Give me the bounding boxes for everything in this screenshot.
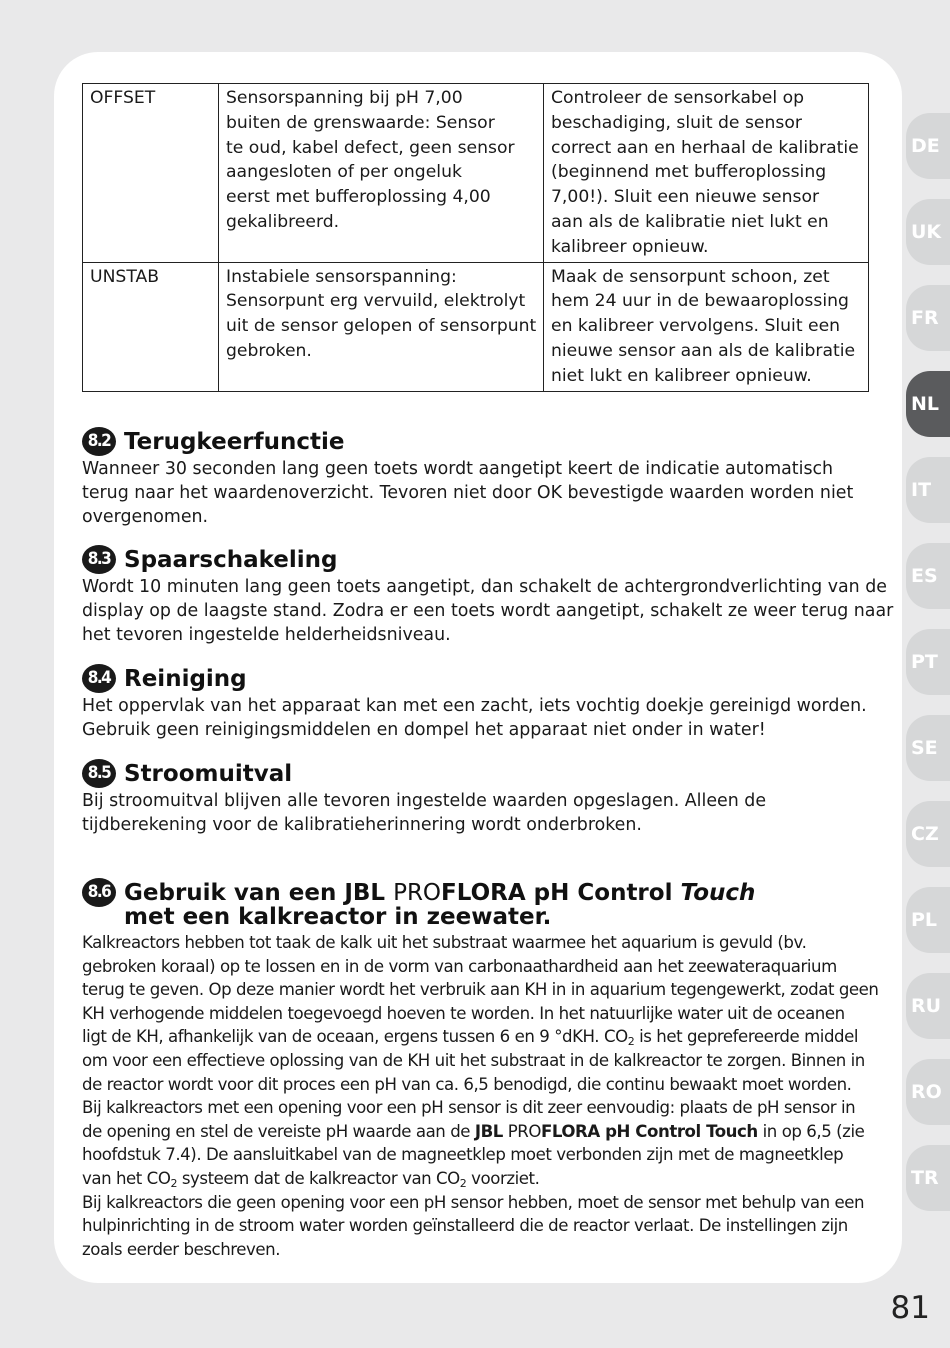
section-heading (82, 545, 872, 574)
table-row (83, 262, 869, 391)
section-number-badge: 8.5 (82, 759, 116, 788)
error-remedy-cell: Maak de sensorpunt schoon, zet hem 24 uur in de bewaaroplossing en kalibreer vervolgens. Sluit een nieuwe sensor aan als de kalibratie niet lukt en kalibreer opnieuw. (544, 262, 869, 391)
error-code-cell: OFFSET (83, 84, 219, 263)
language-tab-es[interactable]: ES (906, 543, 950, 609)
section-body: Bij stroomuitval blijven alle tevoren ingestelde waarden opgeslagen. Alleen de tijdberekening voor de kalibratieherinnering wordt onderbroken. (82, 791, 767, 836)
language-tab-se[interactable]: SE (906, 715, 950, 781)
section-body: Het oppervlak van het apparaat kan met een zacht, iets vochtig doekje gereinigd worden. Gebruik geen reinigingsmiddelen en dompel het apparaat niet onder in water! (82, 696, 867, 741)
section-body: Wanneer 30 seconden lang geen toets wordt aangetipt keert de indicatie automatisch terug naar het waardenoverzicht. Tevoren niet door OK bevestigde waarden worden niet overgenomen. (82, 459, 854, 528)
section-title: Terugkeerfunctie (124, 429, 345, 455)
section-8-3 (82, 545, 894, 648)
language-tab-it[interactable]: IT (906, 457, 950, 523)
section-8-5 (82, 759, 872, 837)
table-row (83, 84, 869, 263)
error-code-cell: UNSTAB (83, 262, 219, 391)
error-cause-cell: Instabiele sensorspanning: Sensorpunt erg vervuild, elektrolyt uit de sensor gelopen of sensorpunt gebroken. (219, 262, 544, 391)
section-body: Kalkreactors hebben tot taak de kalk uit het substraat waarmee het aquarium is gevuld (bv. gebroken koraal) op te lossen en in de vorm van carbonaathardheid aan het zeewateraquarium terug te geven. Op deze manier wordt het verbruik aan KH in in aquarium tegengewerkt, zodat geen KH verhogende middelen toegevoegd hoeven te worden. In het natuurlijke water uit de oceanen ligt de KH, afhankelijk van de oceaan, ergens tussen 6 en 9 °dKH. $CO_2$ is het geprefereerde middel om voor een effectieve oplossing van de KH uit het substraat in de kalkreactor te zorgen. Binnen in de reactor wordt voor dit proces een pH van ca. 6,5 benodigd, die continu bewaakt moet worden. Bij kalkreactors met een opening voor een pH sensor is dit zeer eenvoudig: plaats de pH sensor in de opening en stel de vereiste pH waarde aan de JBL PROFLORA pH Control Touch in op 6,5 (zie hoofdstuk 7.4). De aansluitkabel van de magneetklep moet verbonden zijn met de magneetklep van het $CO_2$ systeem dat de kalkreactor van $CO_2$ voorziet. Bij kalkreactors die geen opening voor een pH sensor hebben, moet de sensor met behulp van een hulpinrichting in de stroom water worden geïnstalleerd die de reactor verlaat. De instellingen zijn zoals eerder beschreven. (82, 933, 879, 1259)
section-heading (82, 759, 872, 788)
page-content (82, 83, 894, 1259)
section-body: Wordt 10 minuten lang geen toets aangetipt, dan schakelt de achtergrondverlichting van de display op de laagste stand. Zodra er een toets wordt aangetipt, schakelt ze weer terug naar het tevoren ingestelde helderheidsniveau. (82, 577, 894, 646)
language-tab-de[interactable]: DE (906, 113, 950, 179)
language-tab-pl[interactable]: PL (906, 887, 950, 953)
language-tab-cz[interactable]: CZ (906, 801, 950, 867)
section-8-2 (82, 427, 872, 530)
language-tab-fr[interactable]: FR (906, 285, 950, 351)
language-tab-ru[interactable]: RU (906, 973, 950, 1039)
section-8-6 (82, 878, 879, 1261)
error-cause-cell: Sensorspanning bij pH 7,00 buiten de grenswaarde: Sensor te oud, kabel defect, geen sensor aangesloten of per ongeluk eerst met bufferoplossing 4,00 gekalibreerd. (219, 84, 544, 263)
error-table (82, 83, 869, 392)
language-tab-ro[interactable]: RO (906, 1059, 950, 1125)
section-title: Spaarschakeling (124, 547, 338, 573)
error-remedy-cell: Controleer de sensorkabel op beschadiging, sluit de sensor correct aan en herhaal de kalibratie (beginnend met bufferoplossing 7,00!). Sluit een nieuwe sensor aan als de kalibratie niet lukt en kalibreer opnieuw. (544, 84, 869, 263)
section-8-4 (82, 664, 872, 742)
section-number-badge: 8.6 (82, 878, 116, 907)
section-heading (82, 878, 872, 929)
section-number-badge: 8.2 (82, 427, 116, 456)
page-number: 81 (890, 1290, 930, 1326)
language-tab-uk[interactable]: UK (906, 199, 950, 265)
section-title: Reiniging (124, 666, 247, 692)
section-number-badge: 8.4 (82, 664, 116, 693)
section-title: Gebruik van een JBL PROFLORA pH Control Touch met een kalkreactor in zeewater. (124, 880, 756, 930)
section-heading (82, 427, 872, 456)
section-number-badge: 8.3 (82, 545, 116, 574)
language-tab-tr[interactable]: TR (906, 1145, 950, 1211)
language-tab-nl[interactable]: NL (906, 371, 950, 437)
section-title: Stroomuitval (124, 761, 293, 787)
section-heading (82, 664, 872, 693)
language-tab-pt[interactable]: PT (906, 629, 950, 695)
